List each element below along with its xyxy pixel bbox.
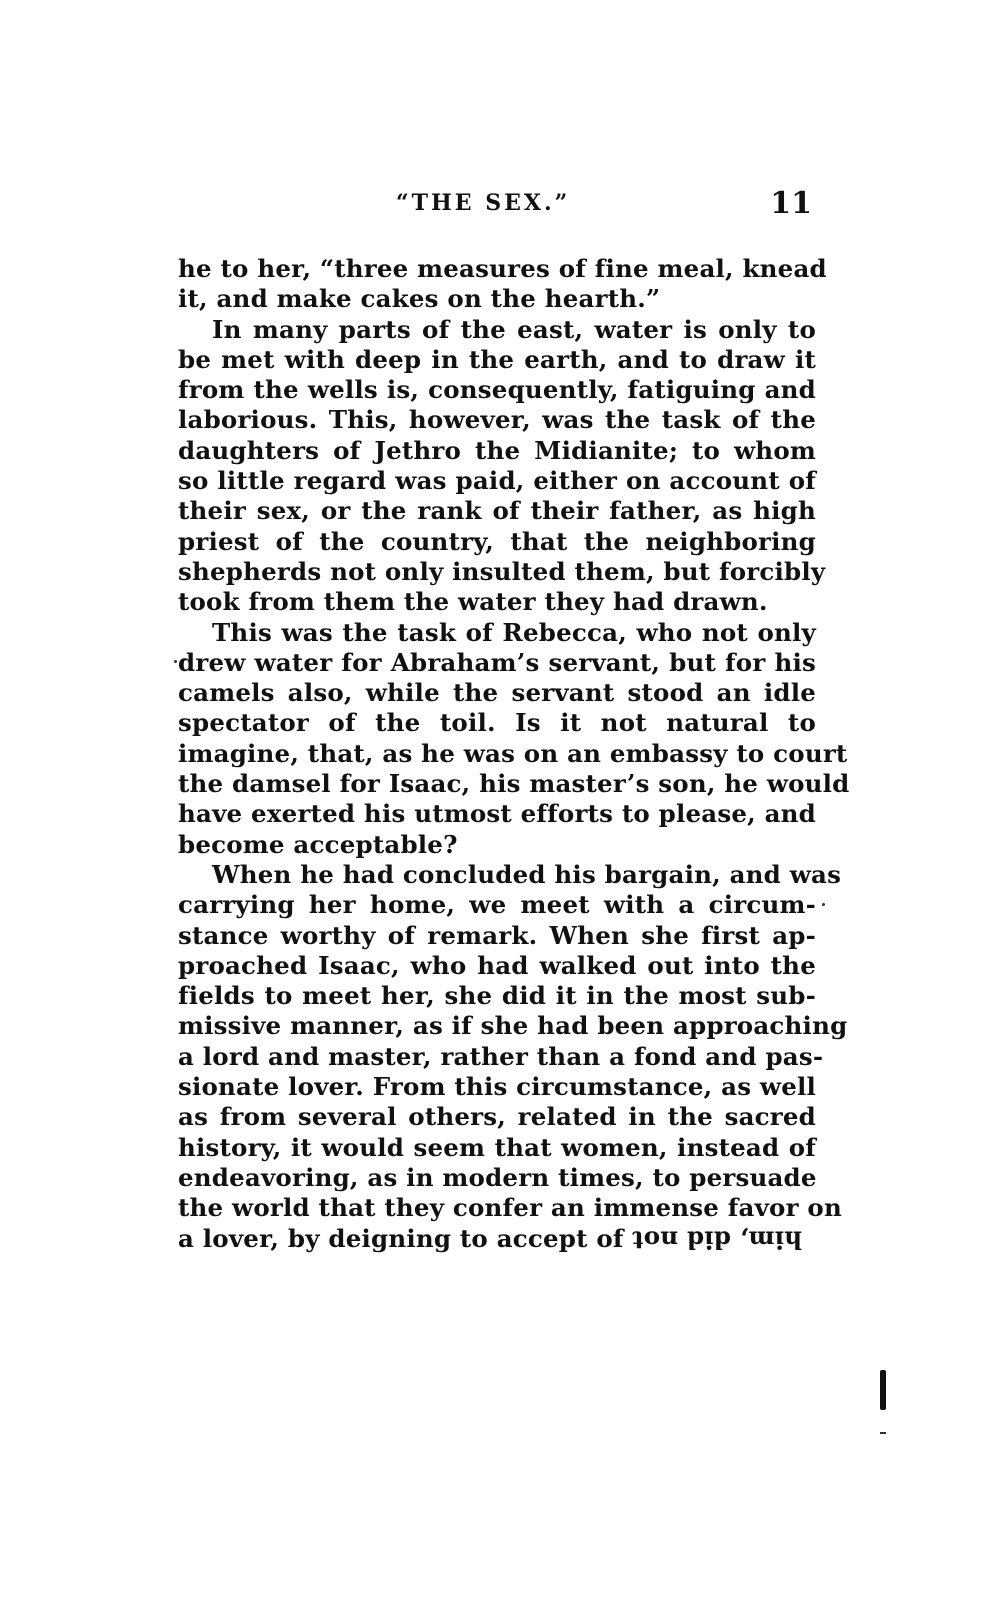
running-title: “THE SEX.” <box>396 190 571 216</box>
text-line: missive manner, as if she had been approaching <box>178 1011 848 1041</box>
text-line: sionate lover. From this circumstance, as well <box>178 1072 817 1102</box>
text-line: imagine, that, as he was on an embassy to court <box>178 738 848 768</box>
text-line-final <box>178 1224 816 1254</box>
text-line: endeavoring, as in modern times, to persuade <box>178 1162 817 1192</box>
text-line: daughters of Jethro the Midianite; to whom <box>178 435 816 465</box>
text-line: be met with deep in the earth, and to draw it <box>178 344 816 374</box>
text-line: it, and make cakes on the hearth.” <box>178 284 661 314</box>
text-line: stance worthy of remark. When she first ap- <box>178 920 816 950</box>
text-line: from the wells is, consequently, fatiguing and <box>178 375 816 405</box>
text-line: history, it would seem that women, instead of <box>178 1132 816 1162</box>
print-speck <box>822 903 825 906</box>
paragraph-start-line: When he had concluded his bargain, and was <box>212 859 842 889</box>
text-line: the damsel for Isaac, his master’s son, he would <box>178 769 850 799</box>
page-edge-tick <box>880 1432 886 1434</box>
text-line: drew water for Abraham’s servant, but for his <box>178 647 816 677</box>
text-line: carrying her home, we meet with a circum- <box>178 890 816 920</box>
paragraph-start-line: This was the task of Rebecca, who not only <box>212 617 816 647</box>
page-edge-mark <box>880 1370 886 1410</box>
text-line: spectator of the toil. Is it not natural to <box>178 708 816 738</box>
running-head <box>176 186 818 226</box>
text-line: have exerted his utmost efforts to please, and <box>178 799 816 829</box>
text-line: he to her, “three measures of fine meal, knead <box>178 254 827 283</box>
body-text <box>178 254 850 1254</box>
text-line: took from them the water they had drawn. <box>178 587 768 617</box>
text-line: so little regard was paid, either on account of <box>178 466 816 496</box>
text-line: become acceptable? <box>178 829 458 859</box>
text-line: a lord and master, rather than a fond and pas- <box>178 1041 824 1071</box>
text-line: priest of the country, that the neighboring <box>178 526 816 556</box>
paragraph-start-line: In many parts of the east, water is only to <box>212 314 816 344</box>
final-line-start: a lover, by deigning to accept of <box>178 1223 624 1253</box>
text-line: their sex, or the rank of their father, as high <box>178 496 816 526</box>
text-line: proached Isaac, who had walked out into the <box>178 950 816 980</box>
inverted-line-tail: him, did not <box>632 1224 803 1254</box>
text-line: shepherds not only insulted them, but forcibly <box>178 556 826 586</box>
text-line: camels also, while the servant stood an idle <box>178 678 816 708</box>
text-line: laborious. This, however, was the task of the <box>178 405 816 435</box>
page-number: 11 <box>770 186 812 221</box>
text-line: the world that they confer an immense favor on <box>178 1193 842 1223</box>
print-speck <box>174 660 177 663</box>
text-line: fields to meet her, she did it in the most sub- <box>178 981 816 1011</box>
text-line: as from several others, related in the sacred <box>178 1102 816 1132</box>
